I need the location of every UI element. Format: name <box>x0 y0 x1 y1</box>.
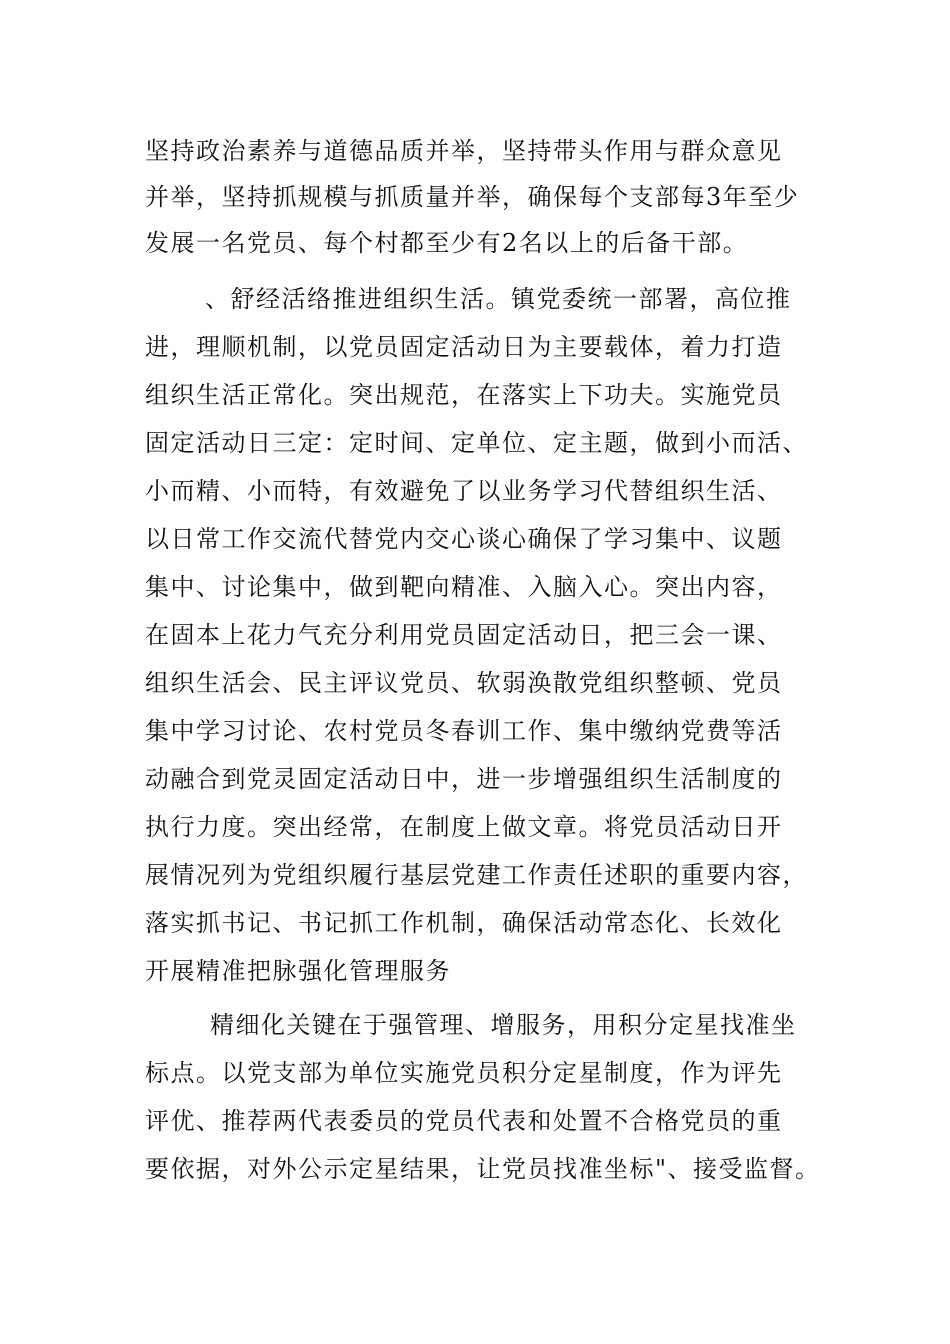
text-line: 标点。以党支部为单位实施党员积分定星制度，作为评先 <box>145 1059 783 1087</box>
text-line: 进，理顺机制，以党员固定活动日为主要载体，着力打造 <box>145 333 783 361</box>
text-line: 评优、推荐两代表委员的党员代表和处置不合格党员的重 <box>145 1107 783 1135</box>
text-line: 精细化关键在于强管理、增服务，用积分定星找准坐 <box>210 1011 797 1039</box>
text-line: 以日常工作交流代替党内交心谈心确保了学习集中、议题 <box>145 525 783 553</box>
text-line: 落实抓书记、书记抓工作机制，确保活动常态化、长效化 <box>145 909 783 937</box>
text-line: 发展一名党员、每个村都至少有2名以上的后备干部。 <box>145 229 749 257</box>
text-line: 固定活动日三定：定时间、定单位、定主题，做到小而活、 <box>145 429 808 457</box>
text-line: 展情况列为党组织履行基层党建工作责任述职的重要内容， <box>145 861 808 889</box>
text-line: 集中、讨论集中，做到靶向精准、入脑入心。突出内容， <box>145 573 783 601</box>
text-line: 小而精、小而特，有效避免了以业务学习代替组织生活、 <box>145 477 783 505</box>
text-line: 动融合到党灵固定活动日中，进一步增强组织生活制度的 <box>145 765 783 793</box>
text-line: 组织生活正常化。突出规范，在落实上下功夫。实施党员 <box>145 381 783 409</box>
text-line: 要依据，对外公示定星结果，让党员找准坐标"、接受监督。 <box>145 1155 821 1183</box>
text-line: 在固本上花力气充分利用党员固定活动日，把三会一课、 <box>145 621 783 649</box>
text-line: 并举，坚持抓规模与抓质量并举，确保每个支部每3年至少 <box>145 183 800 211</box>
text-line: 组织生活会、民主评议党员、软弱涣散党组织整顿、党员 <box>145 669 783 697</box>
text-line: 执行力度。突出经常，在制度上做文章。将党员活动日开 <box>145 813 783 841</box>
text-line: 集中学习讨论、农村党员冬春训工作、集中缴纳党费等活 <box>145 717 783 745</box>
text-line: 坚持政治素养与道德品质并举，坚持带头作用与群众意见 <box>145 137 783 165</box>
text-line: 、舒经活络推进组织生活。镇党委统一部署，高位推 <box>205 285 792 313</box>
text-line: 开展精准把脉强化管理服务 <box>145 957 451 985</box>
